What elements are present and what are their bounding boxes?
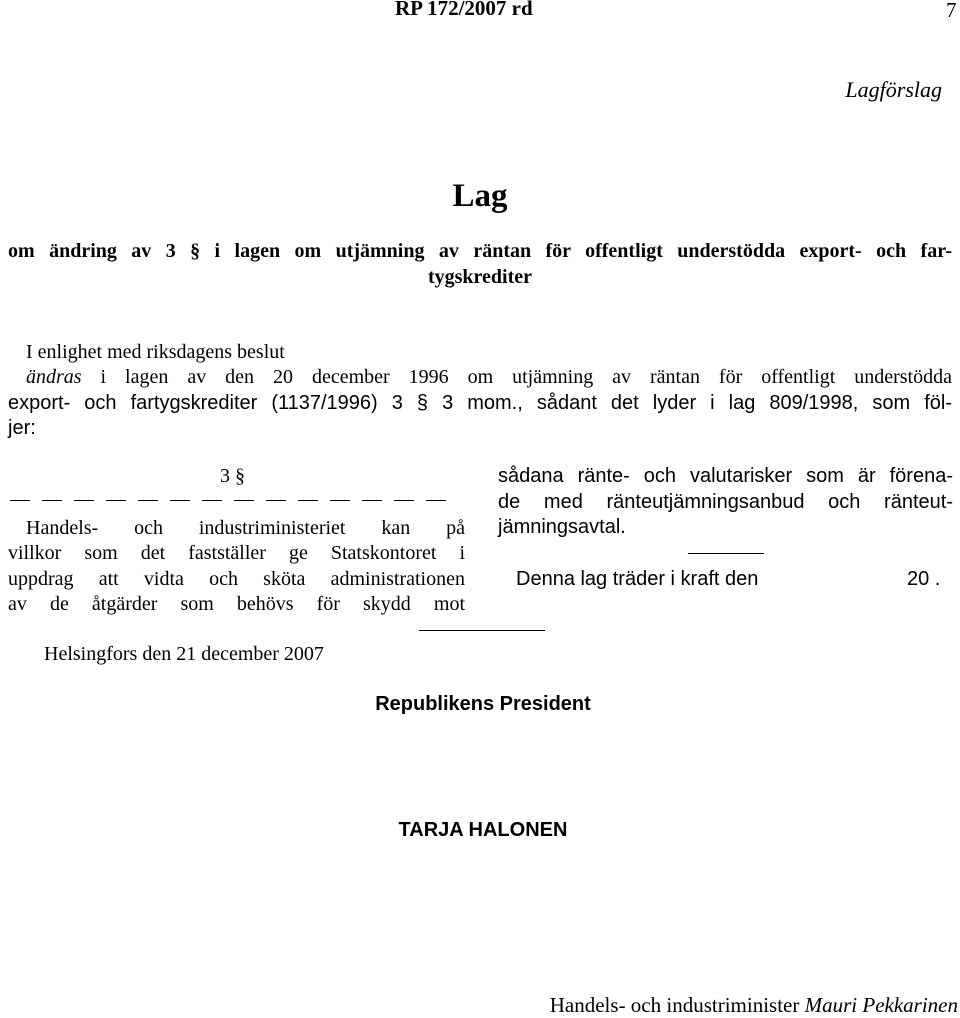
minister-signature — [550, 993, 958, 1018]
preamble-line-3: export- och fartygskrediter (1137/1996) 3 § 3 mom., sådant det lyder i lag 809/1998, som föl- — [8, 392, 952, 414]
left-col-line-1: Handels- och industriministeriet kan på — [26, 517, 465, 539]
preamble-line-2-rest: i lagen av den 20 december 1996 om utjämning av räntan för offentligt understödda — [81, 366, 952, 388]
law-title: Lag — [452, 178, 508, 214]
place-and-date: Helsingfors den 21 december 2007 — [44, 643, 324, 665]
law-subtitle-line-1: om ändring av 3 § i lagen om utjämning av räntan för offentligt understödda export- och far- — [8, 240, 952, 262]
right-col-line-3: jämningsavtal. — [498, 516, 626, 538]
entry-into-force-year: 20 . — [907, 568, 941, 590]
left-col-line-2: villkor som det fastställer ge Statskontoret i — [8, 542, 465, 564]
entry-into-force-text: Denna lag träder i kraft den — [516, 568, 759, 590]
amendment-verb: ändras — [26, 366, 82, 388]
minister-name: Mauri Pekkarinen — [804, 993, 958, 1017]
left-col-line-3: uppdrag att vidta och sköta administrationen — [8, 568, 465, 590]
left-col-line-4: av de åtgärder som behövs för skydd mot — [8, 593, 465, 615]
law-subtitle-line-2: tygskrediter — [427, 266, 533, 288]
right-col-line-2: de med ränteutjämningsanbud och ränteut- — [498, 491, 953, 513]
minister-title: Handels- och industriminister — [549, 993, 800, 1017]
right-col-line-1: sådana ränte- och valutarisker som är förena- — [498, 465, 953, 487]
section-heading: 3 § — [220, 465, 245, 487]
section-label: Lagförslag — [845, 77, 942, 102]
section-end-rule — [688, 553, 764, 554]
preamble-line-4: jer: — [8, 417, 36, 439]
president-name: TARJA HALONEN — [398, 819, 568, 841]
president-title: Republikens President — [375, 693, 591, 715]
law-end-rule — [419, 630, 545, 631]
preamble-line-2 — [26, 366, 952, 389]
document-reference: RP 172/2007 rd — [395, 0, 533, 20]
preamble-line-1: I enlighet med riksdagens beslut — [26, 341, 285, 363]
page-number: 7 — [946, 0, 957, 22]
